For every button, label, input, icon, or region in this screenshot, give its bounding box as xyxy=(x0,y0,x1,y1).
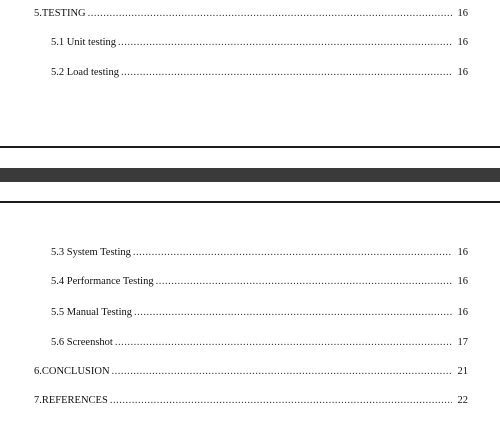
dot-leader xyxy=(134,306,452,320)
toc-page-number: 16 xyxy=(457,276,468,287)
dot-leader xyxy=(88,7,452,21)
toc-page-number: 22 xyxy=(457,395,468,406)
toc-entry-unit-testing[interactable] xyxy=(51,36,468,50)
toc-entry-label: 5.5 Manual Testing xyxy=(51,307,133,318)
document-page-bottom xyxy=(0,206,500,444)
dot-leader xyxy=(121,66,452,80)
toc-entry-label: 6.CONCLUSION xyxy=(34,366,110,377)
dot-leader xyxy=(110,394,452,408)
toc-entry-label: 5.6 Screenshot xyxy=(51,337,113,348)
toc-entry-load-testing[interactable] xyxy=(51,66,468,80)
dot-leader xyxy=(118,36,452,50)
toc-entry-screenshot[interactable] xyxy=(51,336,468,350)
toc-entry-system-testing[interactable] xyxy=(51,246,468,260)
toc-entry-performance-testing[interactable] xyxy=(51,275,468,289)
dot-leader xyxy=(115,336,452,350)
dot-leader xyxy=(112,365,452,379)
page-edge-line xyxy=(0,146,500,148)
toc-entry-label: 5.2 Load testing xyxy=(51,67,119,78)
toc-page-number: 16 xyxy=(457,37,468,48)
toc-entry-conclusion[interactable] xyxy=(34,365,468,379)
toc-entry-label: 5.TESTING xyxy=(34,8,86,19)
toc-page-number: 16 xyxy=(457,8,468,19)
page-break-separator xyxy=(0,140,500,206)
toc-entry-label: 5.1 Unit testing xyxy=(51,37,117,48)
dot-leader xyxy=(133,246,452,260)
toc-entry-label: 5.3 System Testing xyxy=(51,247,131,258)
toc-page-number: 16 xyxy=(457,247,468,258)
toc-page-number: 17 xyxy=(457,337,468,348)
toc-entry-manual-testing[interactable] xyxy=(51,306,468,320)
page-gap-bar xyxy=(0,168,500,182)
toc-page-number: 16 xyxy=(457,307,468,318)
toc-page-number: 16 xyxy=(457,67,468,78)
toc-page-number: 21 xyxy=(457,366,468,377)
toc-entry-testing[interactable] xyxy=(34,7,468,21)
toc-entry-references[interactable] xyxy=(34,394,468,408)
toc-entry-label: 7.REFERENCES xyxy=(34,395,108,406)
dot-leader xyxy=(156,275,452,289)
page-edge-line xyxy=(0,201,500,203)
toc-entry-label: 5.4 Performance Testing xyxy=(51,276,154,287)
document-page-top xyxy=(0,0,500,140)
